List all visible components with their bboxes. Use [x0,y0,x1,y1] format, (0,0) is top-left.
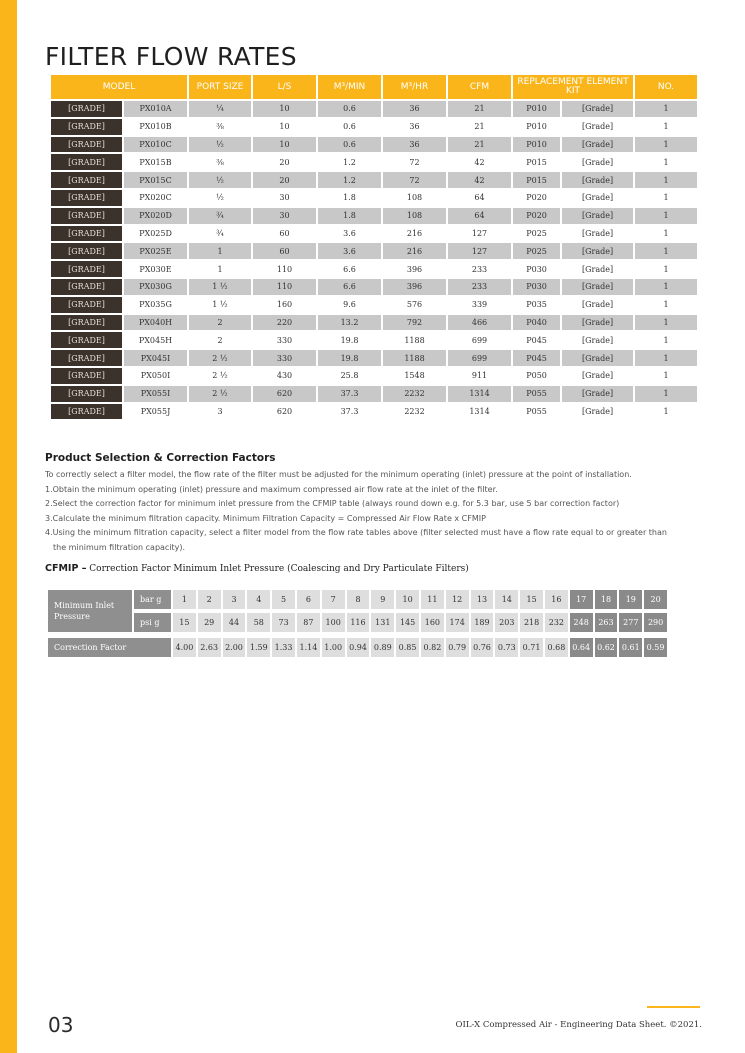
cell-cfm: 466 [448,315,511,331]
cell-model: PX025E [124,243,187,259]
cell-grade: [GRADE] [51,404,122,420]
cfmip-factor-value: 2.00 [223,638,246,657]
cfmip-bar-value: 18 [595,590,618,609]
table-row [51,172,697,188]
selection-step-4-cont: the minimum filtration capacity). [53,542,186,552]
cell-element-kit: P050 [526,371,547,381]
cfmip-factor-value: 0.85 [396,638,419,657]
cell-element-kit: P015 [513,172,560,188]
cell-port-size: 2 ½ [212,371,228,381]
cfmip-psi-value: 263 [595,613,618,632]
cell-qty: 1 [635,208,697,224]
cell-qty: 1 [635,172,697,188]
cell-element-grade: [Grade] [562,350,633,366]
cfmip-psi-value: 145 [396,613,419,632]
cell-grade: [GRADE] [51,208,122,224]
cfmip-psi-value: 218 [520,613,543,632]
cell-qty: 1 [663,228,669,238]
cell-element-grade: [Grade] [562,208,633,224]
cfmip-factor-value: 0.71 [520,638,543,657]
cell-cfm: 42 [474,157,485,167]
header-ls: L/S [253,75,316,99]
table-row [51,243,697,259]
header-m3hr: M³/HR [383,75,446,99]
cell-model: PX030G [124,279,187,295]
cfmip-bar-value: 5 [272,590,295,609]
cell-m3min: 0.6 [343,122,356,132]
cell-model: PX055J [140,406,171,416]
cell-element-kit: P040 [513,315,560,331]
cell-port-size: ⅜ [216,122,224,132]
cfmip-psi-value: 87 [297,613,320,632]
cell-m3hr: 108 [383,208,446,224]
cell-grade: [GRADE] [51,190,122,206]
header-no: NO. [635,75,697,99]
cell-m3hr: 2232 [383,386,446,402]
cell-ls: 20 [253,172,316,188]
cfmip-bar-value: 4 [247,590,270,609]
cell-qty: 1 [635,386,697,402]
cell-port-size: 2 ½ [189,386,251,402]
cell-port-size: 2 [217,335,223,345]
cell-element-grade: [Grade] [582,335,614,345]
cell-element-grade: [Grade] [562,315,633,331]
cfmip-bar-label-text: bar g [140,595,162,604]
cell-qty: 1 [663,264,669,274]
cell-cfm: 127 [471,228,488,238]
cell-port-size: ¾ [189,208,251,224]
cell-ls: 110 [253,279,316,295]
cell-element-grade: [Grade] [562,137,633,153]
cell-cfm: 64 [474,193,485,203]
cfmip-psi-value: 58 [247,613,270,632]
cell-cfm: 1314 [448,386,511,402]
cell-model: PX015B [139,157,172,167]
cell-grade: [GRADE] [51,279,122,295]
table-row [51,350,697,366]
table-row [51,154,697,170]
cell-grade: [GRADE] [51,315,122,331]
cell-port-size: 1 [189,243,251,259]
cell-m3hr: 36 [383,101,446,117]
cfmip-factor-value: 2.63 [198,638,221,657]
page-number: 03 [48,1013,74,1037]
table-row [51,208,697,224]
cell-grade: [GRADE] [51,101,122,117]
table-row [51,404,697,420]
cell-ls: 60 [253,243,316,259]
table-row [51,315,697,331]
cell-m3hr: 1188 [404,335,425,345]
cfmip-bar-value: 1 [173,590,196,609]
cfmip-bar-value: 13 [471,590,494,609]
cell-ls: 110 [276,264,293,274]
cell-qty: 1 [635,101,697,117]
cell-element-kit: P010 [513,137,560,153]
cfmip-title-desc: Correction Factor Minimum Inlet Pressure (Coalescing and Dry Particulate Filters) [89,564,469,574]
cell-m3hr: 396 [383,279,446,295]
cell-element-grade: [Grade] [562,386,633,402]
cell-element-kit: P045 [513,350,560,366]
cell-ls: 430 [276,371,293,381]
cell-cfm: 233 [471,264,488,274]
cfmip-psi-value: 232 [545,613,568,632]
cell-model: PX020D [124,208,187,224]
footer-accent-line [647,1006,700,1008]
cfmip-psi-value: 189 [471,613,494,632]
selection-step-2: 2.Select the correction factor for minimum inlet pressure from the CFMIP table (always round down e.g. for 5.3 bar, use 5 bar correction factor) [45,499,620,509]
cell-m3min: 9.6 [343,300,356,310]
cell-qty: 1 [663,193,669,203]
cell-qty: 1 [635,243,697,259]
cfmip-psi-value: 44 [223,613,246,632]
cell-ls: 30 [253,208,316,224]
selection-heading: Product Selection & Correction Factors [45,452,276,464]
cfmip-factor-value: 4.00 [173,638,196,657]
cell-model: PX040H [124,315,187,331]
header-cfm: CFM [448,75,511,99]
cell-m3min: 3.6 [343,228,356,238]
cell-model: PX055I [124,386,187,402]
cell-m3hr: 792 [383,315,446,331]
cfmip-psi-label [134,613,171,632]
cell-port-size: ¾ [216,228,224,238]
cell-qty: 1 [663,122,669,132]
table-row [51,119,697,135]
cell-ls: 30 [279,193,290,203]
cell-m3hr: 2232 [404,406,425,416]
cell-qty: 1 [635,315,697,331]
cell-element-grade: [Grade] [582,193,614,203]
cell-port-size: ⅜ [216,157,224,167]
cell-grade: [GRADE] [51,386,122,402]
cell-element-grade: [Grade] [562,172,633,188]
cell-m3hr: 72 [383,172,446,188]
cell-cfm: 699 [471,335,488,345]
cell-cfm: 339 [471,300,488,310]
cell-grade: [GRADE] [51,350,122,366]
flow-table-header-row [51,75,697,99]
cfmip-pressure-label [48,590,132,632]
cell-model: PX010A [124,101,187,117]
cell-m3min: 1.8 [343,193,356,203]
cfmip-factor-value: 1.33 [272,638,295,657]
cfmip-factor-value: 0.68 [545,638,568,657]
cfmip-title [45,563,469,574]
cell-qty: 1 [663,335,669,345]
header-m3min: M³/MIN [318,75,381,99]
cell-element-grade: [Grade] [582,122,614,132]
cfmip-psi-label-text: psi g [140,618,160,627]
cell-m3hr: 72 [409,157,420,167]
cell-element-kit: P030 [513,279,560,295]
cell-cfm: 911 [471,371,488,381]
cell-element-kit: P035 [526,300,547,310]
cell-grade: [GRADE] [51,297,122,313]
cfmip-bar-value: 7 [322,590,345,609]
table-row [51,190,697,206]
cell-element-kit: P055 [526,406,547,416]
cell-grade: [GRADE] [51,243,122,259]
selection-intro: To correctly select a filter model, the flow rate of the filter must be adjusted for the minimum operating (inlet) pressure at the point of installation. [45,470,632,479]
cell-model: PX015C [124,172,187,188]
cell-m3min: 1.2 [318,172,381,188]
cell-ls: 220 [253,315,316,331]
cfmip-bar-value: 9 [371,590,394,609]
cell-grade: [GRADE] [51,119,122,135]
cell-m3hr: 396 [406,264,423,274]
cell-element-grade: [Grade] [582,264,614,274]
cell-model: PX035G [139,300,172,310]
cfmip-bar-value: 2 [198,590,221,609]
cfmip-factor-value: 0.79 [446,638,469,657]
cell-m3min: 1.8 [318,208,381,224]
cell-ls: 160 [276,300,293,310]
cell-m3min: 0.6 [318,101,381,117]
header-model: MODEL [51,75,187,99]
cell-port-size: 2 ½ [189,350,251,366]
cfmip-factor-value: 0.62 [595,638,618,657]
cfmip-factor-value: 0.82 [421,638,444,657]
cell-m3min: 25.8 [340,371,359,381]
cell-grade: [GRADE] [51,154,122,170]
cfmip-psi-value: 248 [570,613,593,632]
cell-element-grade: [Grade] [582,406,614,416]
cell-grade: [GRADE] [51,172,122,188]
cell-m3hr: 216 [406,228,423,238]
cell-grade: [GRADE] [51,332,122,348]
cfmip-bar-value: 20 [644,590,667,609]
cell-ls: 10 [253,137,316,153]
cell-m3min: 6.6 [343,264,356,274]
cfmip-bar-value: 15 [520,590,543,609]
cell-qty: 1 [663,157,669,167]
cell-port-size: 2 [189,315,251,331]
cfmip-bar-value: 3 [223,590,246,609]
cfmip-bar-value: 10 [396,590,419,609]
cfmip-bar-value: 16 [545,590,568,609]
table-row [51,297,697,313]
cell-element-kit: P055 [513,386,560,402]
cell-element-grade: [Grade] [562,243,633,259]
flow-rates-table [49,73,699,421]
cell-model: PX045I [124,350,187,366]
cell-qty: 1 [663,406,669,416]
cfmip-pressure-label-text: Minimum Inlet Pressure [54,601,115,621]
cfmip-bar-value: 14 [495,590,518,609]
cell-m3min: 3.6 [318,243,381,259]
cfmip-bar-value: 6 [297,590,320,609]
cell-element-grade: [Grade] [562,279,633,295]
cfmip-psi-value: 131 [371,613,394,632]
cell-port-size: 1 ½ [212,300,228,310]
cell-qty: 1 [635,137,697,153]
table-row [51,368,697,384]
cell-qty: 1 [635,350,697,366]
cell-ls: 330 [276,335,293,345]
cfmip-factor-value: 1.00 [322,638,345,657]
cell-m3min: 37.3 [318,386,381,402]
cell-model: PX010C [124,137,187,153]
cfmip-psi-value: 160 [421,613,444,632]
cell-cfm: 21 [448,137,511,153]
cfmip-psi-value: 73 [272,613,295,632]
selection-instructions [45,468,685,556]
cell-m3min: 19.8 [318,350,381,366]
cell-port-size: 1 ½ [189,279,251,295]
cfmip-factor-value: 0.73 [495,638,518,657]
cell-m3hr: 108 [406,193,423,203]
cfmip-factor-value: 0.76 [471,638,494,657]
cfmip-title-abbrev: CFMIP – [45,563,87,574]
table-row [51,101,697,117]
accent-side-bar [0,0,17,1053]
table-row [51,386,697,402]
cell-m3min: 19.8 [340,335,359,345]
cfmip-bar-label [134,590,171,609]
cell-element-grade: [Grade] [582,300,614,310]
cell-cfm: 64 [448,208,511,224]
cell-ls: 10 [279,122,290,132]
cell-ls: 20 [279,157,290,167]
cfmip-psi-value: 100 [322,613,345,632]
table-row [51,137,697,153]
cell-model: PX030E [139,264,172,274]
cell-grade: [GRADE] [51,226,122,242]
cfmip-bar-value: 17 [570,590,593,609]
cfmip-factor-value: 0.89 [371,638,394,657]
cfmip-psi-value: 116 [347,613,370,632]
cell-element-grade: [Grade] [562,101,633,117]
table-row [51,226,697,242]
cell-m3hr: 216 [383,243,446,259]
cell-port-size: ½ [189,172,251,188]
cfmip-psi-value: 174 [446,613,469,632]
cell-m3min: 0.6 [318,137,381,153]
cell-m3hr: 36 [383,137,446,153]
footer-copyright: OIL-X Compressed Air - Engineering Data Sheet. ©2021. [455,1020,702,1030]
cell-element-grade: [Grade] [582,371,614,381]
cell-port-size: ¼ [189,101,251,117]
cell-element-kit: P015 [526,157,547,167]
cell-m3hr: 576 [406,300,423,310]
cell-ls: 620 [276,406,293,416]
cfmip-factor-label [48,638,171,657]
cell-model: PX025D [139,228,172,238]
cell-port-size: 1 [217,264,223,274]
cell-cfm: 42 [448,172,511,188]
cell-element-kit: P020 [526,193,547,203]
cell-m3min: 37.3 [340,406,359,416]
cell-port-size: ½ [189,137,251,153]
cell-element-grade: [Grade] [582,157,614,167]
cfmip-factor-value: 1.59 [247,638,270,657]
cell-element-grade: [Grade] [582,228,614,238]
cfmip-bar-value: 11 [421,590,444,609]
cell-cfm: 21 [474,122,485,132]
table-row [51,332,697,348]
flow-table-body [51,101,697,419]
cfmip-factor-value: 1.14 [297,638,320,657]
cfmip-bar-value: 8 [347,590,370,609]
header-replacement-kit: REPLACEMENT ELEMENT KIT [513,75,633,99]
page-title: FILTER FLOW RATES [45,42,297,71]
cell-model: PX010B [139,122,172,132]
cell-cfm: 699 [448,350,511,366]
selection-step-1: 1.Obtain the minimum operating (inlet) pressure and maximum compressed air flow rate at the inlet of the filter. [45,484,498,494]
cell-ls: 620 [253,386,316,402]
cfmip-factor-value: 0.94 [347,638,370,657]
header-port-size: PORT SIZE [189,75,251,99]
cell-m3min: 13.2 [318,315,381,331]
cell-ls: 60 [279,228,290,238]
cell-m3min: 6.6 [318,279,381,295]
cell-m3hr: 36 [409,122,420,132]
selection-step-4: 4.Using the minimum filtration capacity, select a filter model from the flow rate tables above (filter selected must have a flow rate equal to or greater than [45,528,667,538]
table-row [51,261,697,277]
cell-grade: [GRADE] [51,261,122,277]
cell-element-kit: P010 [513,101,560,117]
cell-qty: 1 [663,371,669,381]
selection-step-3: 3.Calculate the minimum filtration capacity. Minimum Filtration Capacity = Compressed Air Flow Rate x CFMIP [45,513,486,523]
cell-element-kit: P010 [526,122,547,132]
cell-element-kit: P025 [513,243,560,259]
cell-cfm: 233 [448,279,511,295]
cfmip-factor-value: 0.61 [619,638,642,657]
cfmip-bar-value: 19 [619,590,642,609]
cfmip-psi-value: 15 [173,613,196,632]
table-row [51,279,697,295]
cell-element-kit: P045 [526,335,547,345]
cell-model: PX050I [140,371,171,381]
cell-cfm: 127 [448,243,511,259]
cell-port-size: 3 [217,406,223,416]
cfmip-factor-value: 0.64 [570,638,593,657]
cell-grade: [GRADE] [51,368,122,384]
cell-element-kit: P025 [526,228,547,238]
cell-model: PX045H [138,335,173,345]
cell-m3min: 1.2 [343,157,356,167]
cell-m3hr: 1188 [383,350,446,366]
cfmip-psi-value: 290 [644,613,667,632]
cell-cfm: 1314 [469,406,490,416]
cfmip-psi-value: 277 [619,613,642,632]
cfmip-bar-value: 12 [446,590,469,609]
cell-model: PX020C [139,193,172,203]
cell-element-kit: P030 [526,264,547,274]
cell-m3hr: 1548 [404,371,425,381]
cell-qty: 1 [663,300,669,310]
cfmip-psi-value: 29 [198,613,221,632]
cell-cfm: 21 [448,101,511,117]
cfmip-factor-label-text: Correction Factor [54,643,127,652]
cfmip-factor-value: 0.59 [644,638,667,657]
cfmip-psi-value: 203 [495,613,518,632]
cell-ls: 10 [253,101,316,117]
cell-qty: 1 [635,279,697,295]
cell-ls: 330 [253,350,316,366]
cell-element-kit: P020 [513,208,560,224]
cell-port-size: ½ [216,193,224,203]
cell-grade: [GRADE] [51,137,122,153]
